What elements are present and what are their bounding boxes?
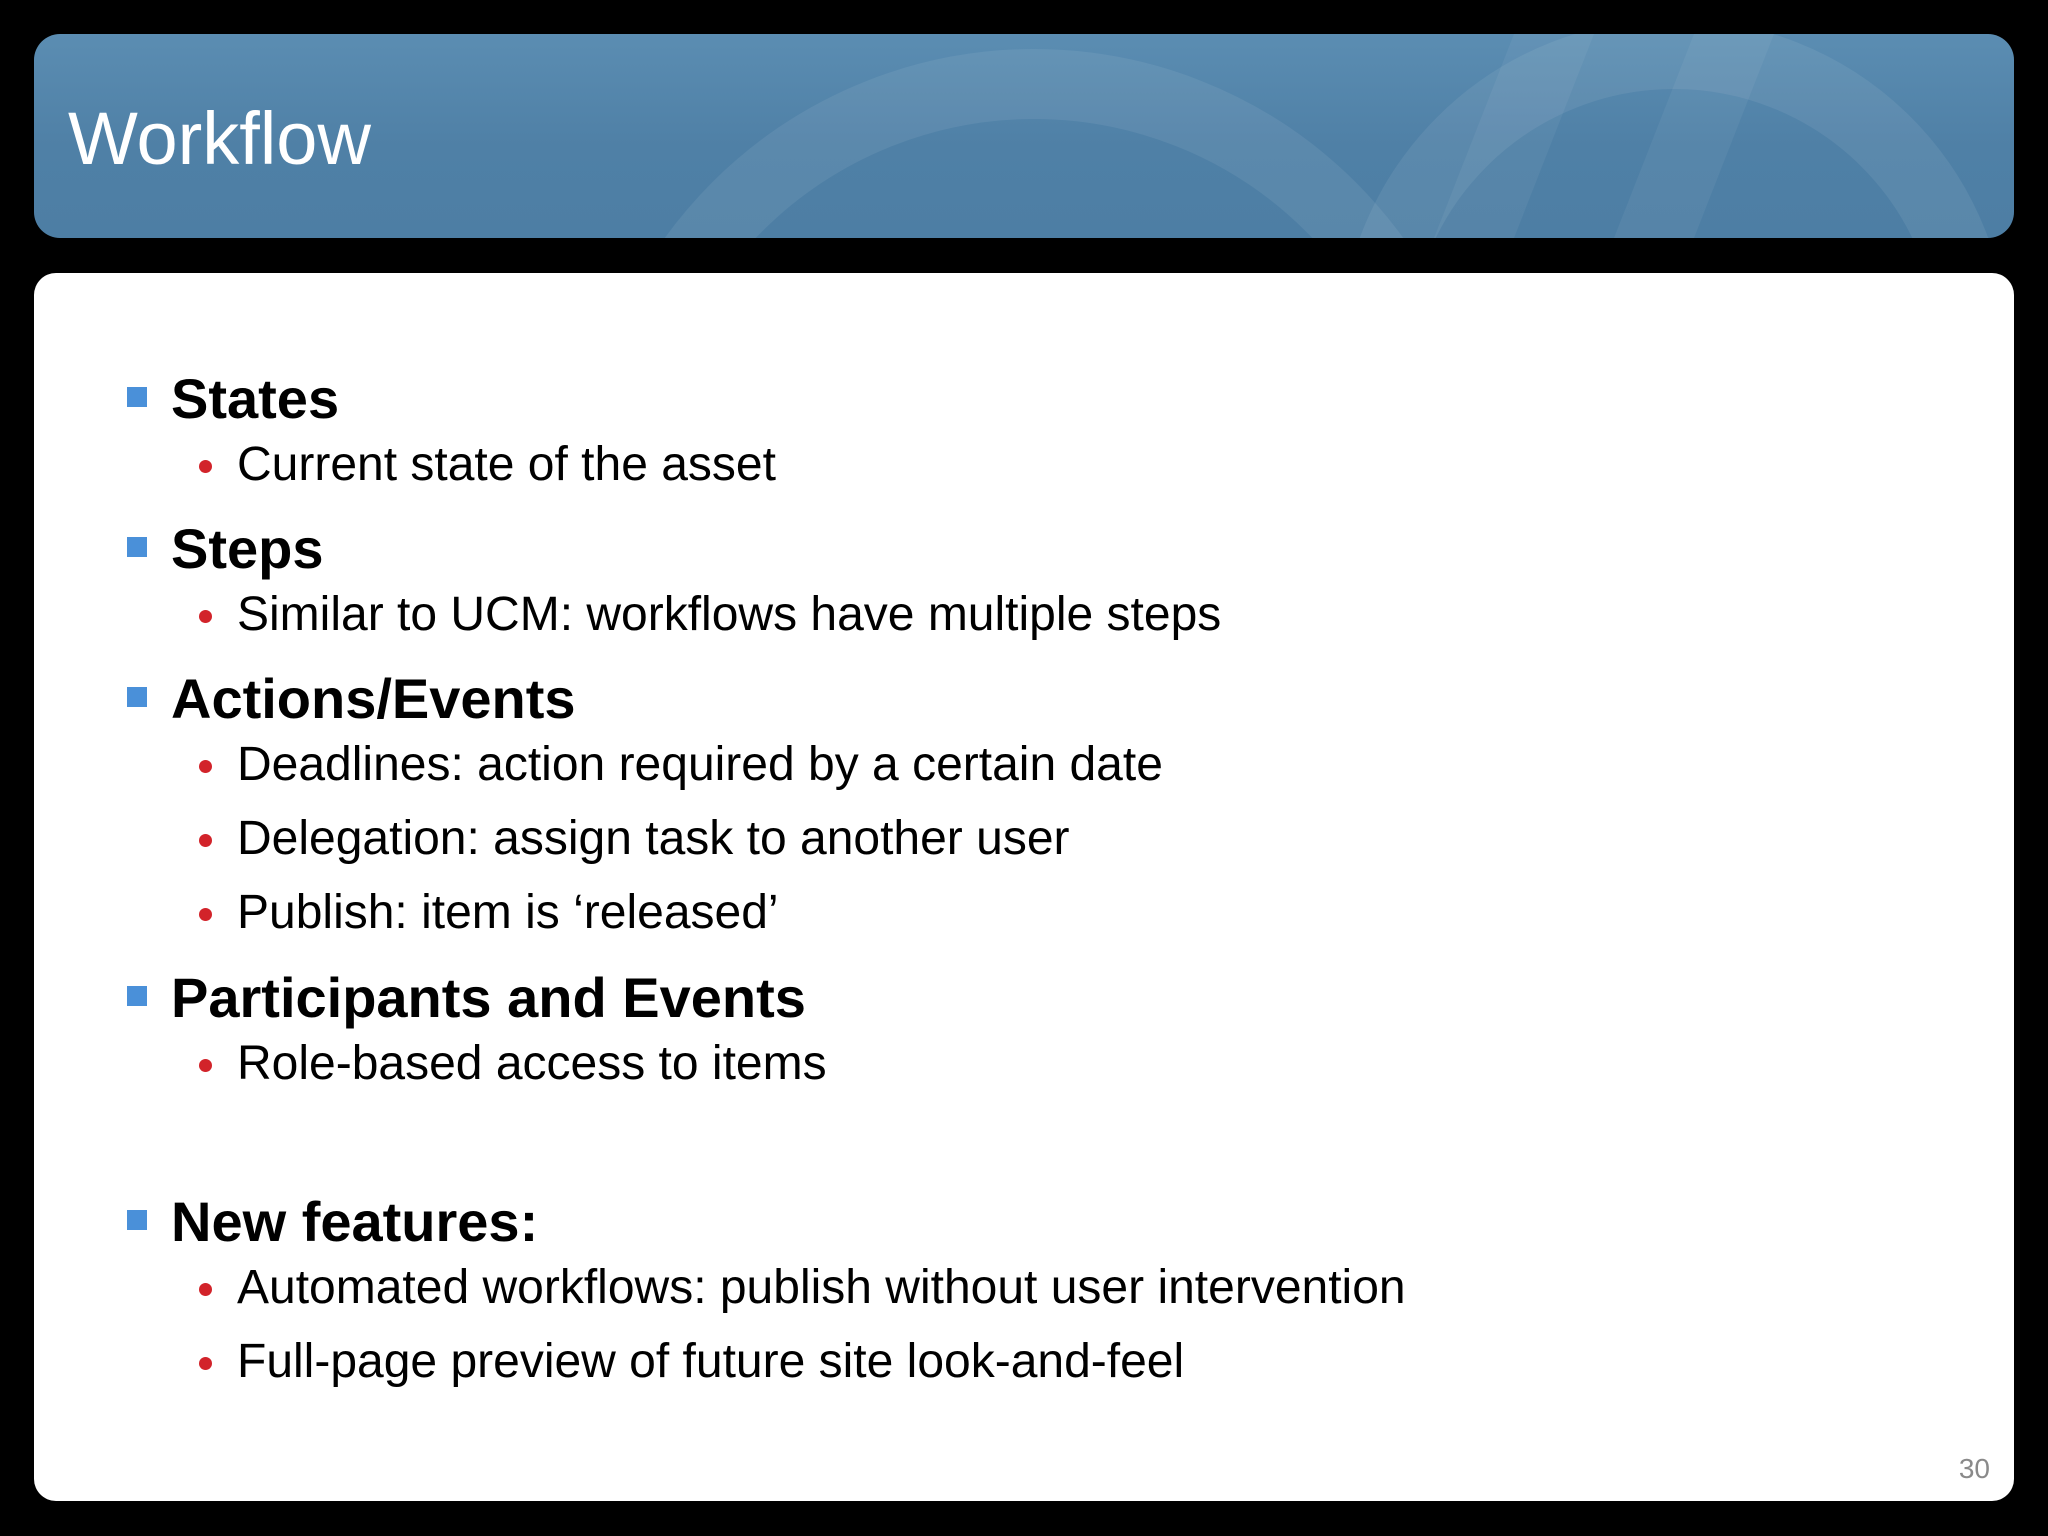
page-number: 30 [1958,1453,1990,1484]
bullet-heading-states [171,367,340,430]
dot-bullet-icon [199,908,212,921]
bullet-item [237,886,779,939]
dot-bullet-icon [199,460,212,473]
bullet-item-text: Deadlines: action required by a certain date [237,738,1163,791]
dot-bullet-icon [199,834,212,847]
dot-bullet-icon [199,1357,212,1370]
bullet-item-text: Role-based access to items [237,1037,827,1090]
bullet-heading-text: Actions/Events [171,667,576,730]
bullet-item-text: Current state of the asset [237,438,776,491]
bullet-item-text: Publish: item is ‘released’ [237,886,779,939]
square-bullet-icon [127,537,147,557]
square-bullet-icon [127,387,147,407]
bullet-heading-actions-events [171,667,576,730]
square-bullet-icon [127,687,147,707]
bullet-heading-new-features [171,1190,539,1253]
bullet-item [237,1037,827,1090]
bullet-item [237,1261,1406,1314]
bullet-item [237,812,1070,865]
bullet-heading-text: Participants and Events [171,966,806,1029]
title-bar [34,34,2014,238]
bullet-heading-text: New features: [171,1190,539,1253]
bullet-heading-steps [171,517,324,580]
bullet-item [237,438,776,491]
slide-title: Workflow [68,97,371,180]
dot-bullet-icon [199,1059,212,1072]
bullet-item [237,738,1163,791]
bullet-item-text: Automated workflows: publish without user intervention [237,1261,1406,1314]
bullet-item-text: Similar to UCM: workflows have multiple steps [237,588,1222,641]
bullet-item-text: Delegation: assign task to another user [237,812,1070,865]
bullet-heading-participants [171,966,806,1029]
content-panel [34,273,2014,1501]
square-bullet-icon [127,986,147,1006]
square-bullet-icon [127,1210,147,1230]
bullet-item [237,1335,1185,1388]
bullet-heading-text: Steps [171,517,324,580]
dot-bullet-icon [199,1283,212,1296]
dot-bullet-icon [199,760,212,773]
bullet-item-text: Full-page preview of future site look-and-feel [237,1335,1185,1388]
dot-bullet-icon [199,610,212,623]
bullet-item [237,588,1222,641]
bullet-heading-text: States [171,367,340,430]
